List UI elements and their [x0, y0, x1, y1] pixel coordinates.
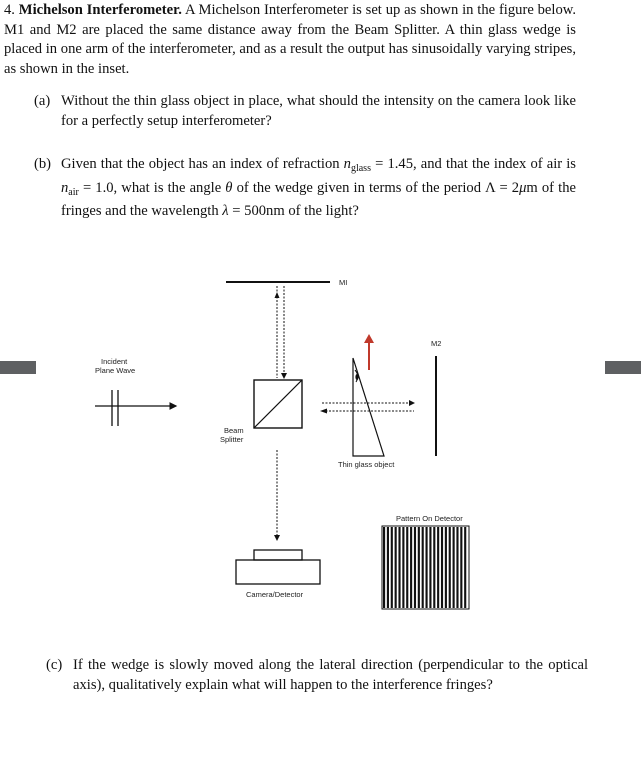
incident-label-1: Incident	[101, 357, 128, 366]
lambda-symbol: λ	[222, 203, 229, 219]
part-a-text: Without the thin glass object in place, what should the intensity on the camera look like for a perfectly setup interferometer?	[61, 93, 576, 129]
beam-splitter-label-1: Beam	[224, 426, 244, 435]
incident-label-2: Plane Wave	[95, 366, 136, 375]
part-b-text-5: m of the fringes and the wavelength	[61, 179, 576, 219]
part-b-label: (b)	[34, 156, 52, 172]
beam-up-arrowhead	[275, 292, 280, 298]
glass-subscript: glass	[350, 163, 371, 174]
m1-label: MI	[339, 278, 348, 287]
beam-splitter-label-2: Splitter	[220, 435, 244, 444]
fringe-stripe	[433, 527, 435, 608]
camera-body	[236, 560, 320, 584]
part-c-text: If the wedge is slowly moved along the lateral direction (perpendicular to the optical axis), qualitatively explain what will happen to the interference fringes?	[73, 657, 588, 693]
theta-marker	[355, 374, 358, 380]
fringe-stripe	[445, 527, 447, 608]
fringe-stripe	[460, 527, 462, 608]
camera-label: Camera/Detector	[246, 590, 304, 599]
fringe-stripe	[395, 527, 397, 608]
part-b-text-3: = 1.0, what is the angle	[78, 179, 226, 196]
question-title: Michelson Interferometer.	[18, 2, 182, 18]
fringe-stripe	[406, 527, 408, 608]
fringe-stripe	[422, 527, 424, 608]
camera-lens	[254, 550, 302, 560]
part-c	[46, 656, 588, 695]
fringe-stripe	[402, 527, 404, 608]
fringe-stripe	[398, 527, 400, 608]
theta-symbol: θ	[225, 179, 233, 196]
part-a-label: (a)	[34, 93, 51, 109]
n-glass-symbol: n	[343, 156, 351, 172]
fringe-stripe	[418, 527, 420, 608]
question-number: 4.	[4, 2, 15, 18]
fringe-stripe	[391, 527, 393, 608]
part-b-text-1: Given that the object has an index of refraction	[61, 156, 344, 172]
question-intro: A Michelson Interferometer is set up as shown in the figure below. M1 and M2 are placed the same distance away from the Beam Splitter. A thin glass wedge is placed in one arm of the interferometer, and as a result the output has sinusoidally varying stripes, as shown in the inset.	[4, 2, 577, 77]
part-c-label: (c)	[46, 657, 63, 673]
thin-glass-label: Thin glass object	[338, 460, 395, 469]
thin-glass-wedge	[353, 358, 384, 456]
beam-left-arrowhead	[320, 409, 327, 414]
wedge-motion-arrowhead	[364, 334, 374, 343]
mu-symbol: μ	[519, 179, 527, 196]
fringe-stripe	[441, 527, 443, 608]
part-b-text-4: of the wedge given in terms of the period Λ = 2	[232, 179, 520, 196]
pattern-label: Pattern On Detector	[396, 514, 463, 523]
fringe-stripe	[414, 527, 416, 608]
beam-splitter-diagonal	[254, 380, 302, 428]
part-b-text-2: = 1.45, and that the index of air is	[370, 156, 576, 172]
fringe-stripe	[464, 527, 466, 608]
fringe-stripe	[456, 527, 458, 608]
air-subscript: air	[68, 186, 79, 198]
fringe-stripe	[410, 527, 412, 608]
fringe-stripe	[449, 527, 451, 608]
m2-label: M2	[431, 339, 442, 348]
fringe-stripe	[429, 527, 431, 608]
fringe-stripe	[437, 527, 439, 608]
fringe-stripe	[383, 527, 385, 608]
part-b-text-6: = 500nm of the light?	[228, 203, 359, 219]
fringe-stripe	[426, 527, 428, 608]
fringe-stripe	[387, 527, 389, 608]
n-air-symbol: n	[61, 179, 69, 196]
fringe-stripe	[453, 527, 455, 608]
